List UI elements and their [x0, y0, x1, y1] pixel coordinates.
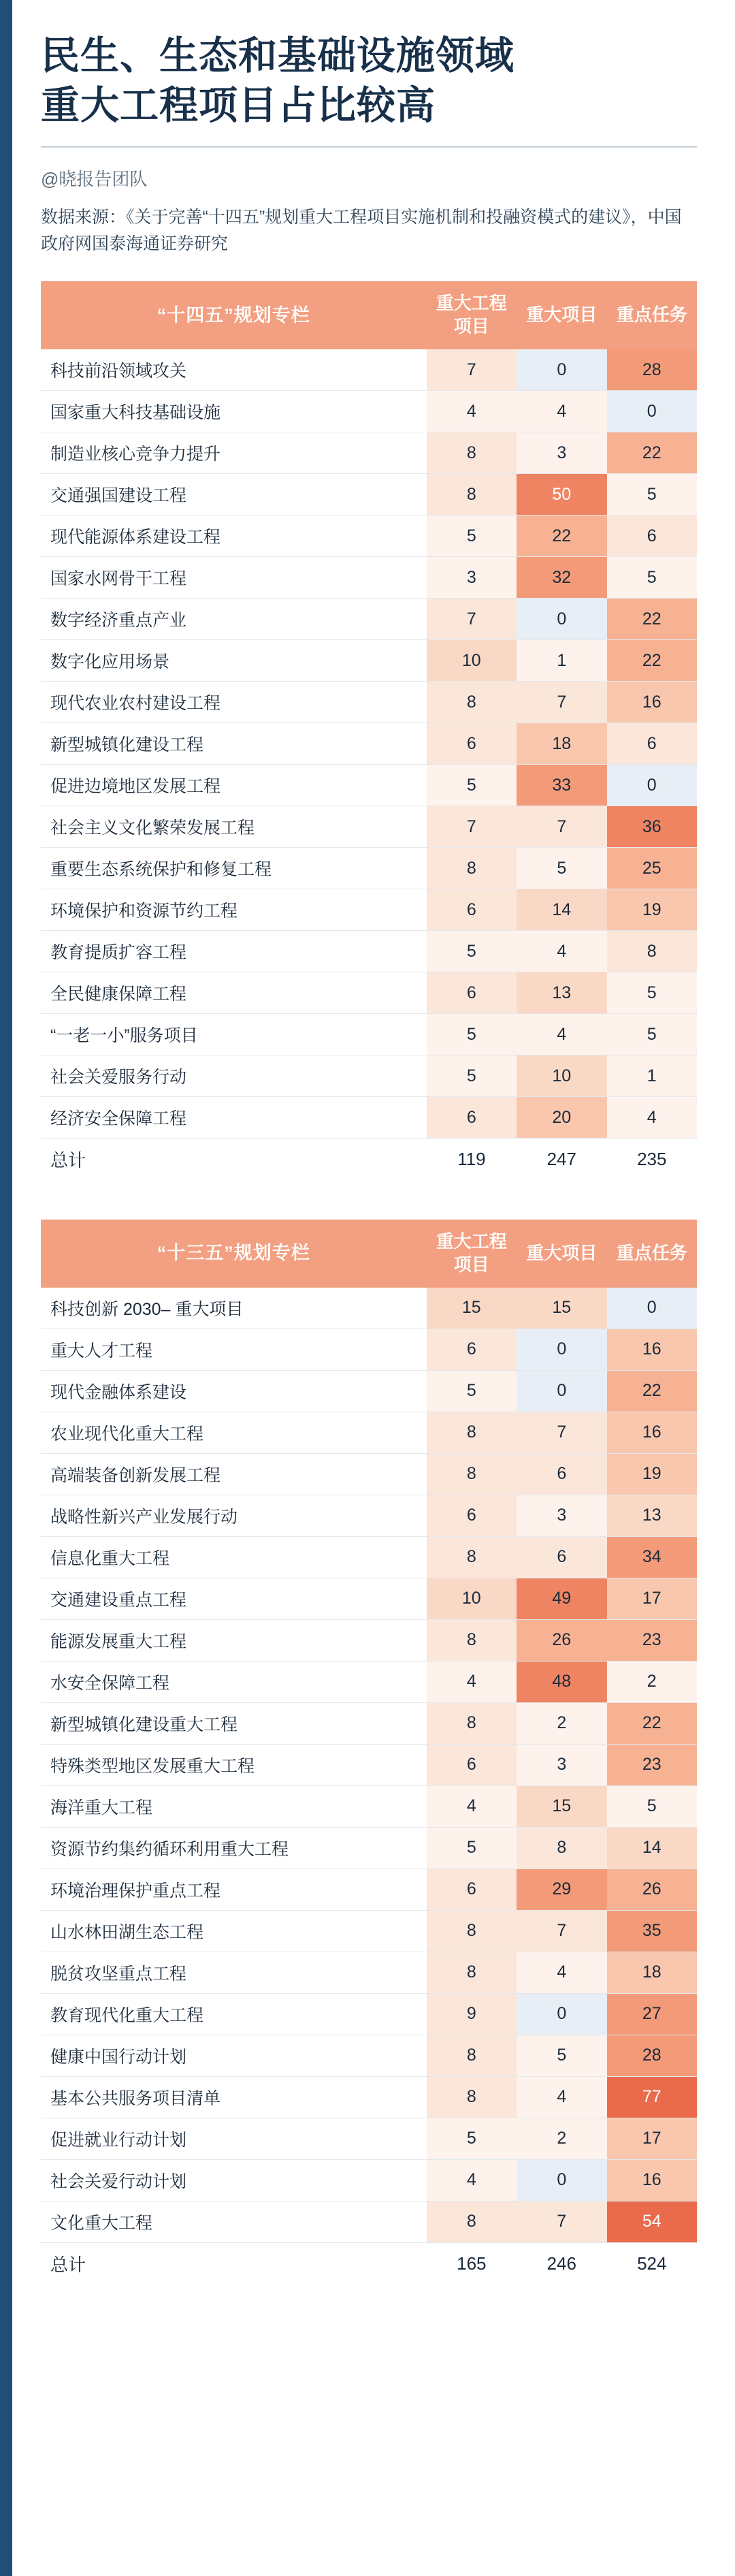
cell-value: 6	[427, 1097, 517, 1139]
cell-value: 0	[517, 1370, 606, 1412]
table-row	[41, 1329, 697, 1370]
column-header-key-task: 重点任务	[607, 1220, 697, 1288]
cell-value: 5	[427, 1370, 517, 1412]
row-label: 资源节约集约循环利用重大工程	[41, 1827, 427, 1869]
cell-value: 34	[607, 1536, 697, 1578]
cell-value: 7	[427, 349, 517, 391]
row-label: 科技创新 2030– 重大项目	[41, 1288, 427, 1329]
table-row	[41, 1097, 697, 1139]
table-row	[41, 1661, 697, 1702]
cell-value: 0	[517, 599, 606, 640]
cell-value: 8	[427, 432, 517, 474]
title-divider	[41, 146, 697, 148]
cell-value: 26	[517, 1619, 606, 1661]
cell-value: 7	[517, 1910, 606, 1952]
cell-value: 17	[607, 2118, 697, 2159]
row-label: 国家水网骨干工程	[41, 557, 427, 599]
page-title-line-2: 重大工程项目占比较高	[41, 83, 436, 127]
cell-value: 8	[427, 1952, 517, 1993]
row-label: 环境保护和资源节约工程	[41, 889, 427, 931]
cell-value: 6	[607, 515, 697, 557]
column-header-major-project: 重大项目	[517, 1220, 606, 1288]
row-label: 海洋重大工程	[41, 1785, 427, 1827]
cell-value: 29	[517, 1869, 606, 1910]
row-label: 新型城镇化建设重大工程	[41, 1702, 427, 1744]
cell-value: 5	[607, 1014, 697, 1055]
byline: @晓报告团队	[41, 168, 148, 189]
row-label: 信息化重大工程	[41, 1536, 427, 1578]
cell-value: 6	[427, 1495, 517, 1536]
table-head	[41, 281, 697, 349]
cell-value: 33	[517, 765, 606, 806]
page-title-line-1: 民生、生态和基础设施领域	[41, 34, 514, 78]
table-row	[41, 2076, 697, 2118]
cell-value: 7	[517, 806, 606, 848]
source-note: 数据来源：《关于完善“十四五”规划重大工程项目实施机制和投融资模式的建议》，中国政府网国泰海通证券研究	[41, 207, 682, 253]
table-row	[41, 557, 697, 599]
cell-value: 4	[517, 931, 606, 972]
cell-value: 6	[607, 723, 697, 765]
cell-value: 5	[427, 765, 517, 806]
header	[0, 0, 735, 257]
total-value: 235	[607, 1139, 697, 1181]
table-row	[41, 2118, 697, 2159]
cell-value: 23	[607, 1744, 697, 1785]
row-label: 经济安全保障工程	[41, 1097, 427, 1139]
column-header-name: “十三五”规划专栏	[41, 1220, 427, 1288]
table-row	[41, 972, 697, 1014]
table-14th-five-year-plan	[41, 281, 697, 1180]
table-row	[41, 391, 697, 432]
table-row	[41, 2159, 697, 2201]
cell-value: 3	[427, 557, 517, 599]
cell-value: 6	[427, 972, 517, 1014]
cell-value: 5	[607, 972, 697, 1014]
cell-value: 13	[607, 1495, 697, 1536]
row-label: 科技前沿领域攻关	[41, 349, 427, 391]
table-row	[41, 931, 697, 972]
table-row	[41, 1869, 697, 1910]
total-value: 524	[607, 2242, 697, 2285]
table-row	[41, 349, 697, 391]
cell-value: 8	[427, 848, 517, 889]
column-header-major-engineering: 重大工程项目	[427, 281, 517, 349]
row-label: 促进边境地区发展工程	[41, 765, 427, 806]
table-body	[41, 349, 697, 1180]
cell-value: 1	[517, 640, 606, 682]
page-title	[41, 31, 697, 131]
row-label: 脱贫攻坚重点工程	[41, 1952, 427, 1993]
cell-value: 8	[427, 1619, 517, 1661]
table-row	[41, 1055, 697, 1097]
cell-value: 16	[607, 1329, 697, 1370]
table-head	[41, 1220, 697, 1288]
cell-value: 20	[517, 1097, 606, 1139]
left-accent-bar	[0, 0, 12, 2576]
cell-value: 6	[517, 1453, 606, 1495]
cell-value: 35	[607, 1910, 697, 1952]
cell-value: 15	[517, 1785, 606, 1827]
row-label: 促进就业行动计划	[41, 2118, 427, 2159]
cell-value: 2	[517, 1702, 606, 1744]
cell-value: 4	[427, 2159, 517, 2201]
cell-value: 8	[517, 1827, 606, 1869]
cell-value: 14	[607, 1827, 697, 1869]
row-label: 社会关爱行动计划	[41, 2159, 427, 2201]
table-header-row	[41, 281, 697, 349]
row-label: 社会关爱服务行动	[41, 1055, 427, 1097]
cell-value: 4	[607, 1097, 697, 1139]
cell-value: 36	[607, 806, 697, 848]
cell-value: 0	[517, 349, 606, 391]
cell-value: 14	[517, 889, 606, 931]
column-header-major-engineering: 重大工程项目	[427, 1220, 517, 1288]
cell-value: 16	[607, 682, 697, 723]
cell-value: 2	[517, 2118, 606, 2159]
cell-value: 8	[427, 1412, 517, 1453]
row-label: 新型城镇化建设工程	[41, 723, 427, 765]
row-label: 现代能源体系建设工程	[41, 515, 427, 557]
table-row	[41, 848, 697, 889]
cell-value: 22	[607, 599, 697, 640]
row-label: 重大人才工程	[41, 1329, 427, 1370]
total-label: 总计	[41, 2242, 427, 2285]
cell-value: 7	[517, 2201, 606, 2242]
cell-value: 13	[517, 972, 606, 1014]
cell-value: 16	[607, 2159, 697, 2201]
row-label: 社会主义文化繁荣发展工程	[41, 806, 427, 848]
cell-value: 3	[517, 1495, 606, 1536]
table-row	[41, 432, 697, 474]
row-label: 全民健康保障工程	[41, 972, 427, 1014]
cell-value: 4	[517, 2076, 606, 2118]
cell-value: 10	[427, 640, 517, 682]
table-total-row	[41, 1139, 697, 1181]
row-label: 教育现代化重大工程	[41, 1993, 427, 2035]
row-label: 基本公共服务项目清单	[41, 2076, 427, 2118]
cell-value: 15	[517, 1288, 606, 1329]
table-gap	[41, 1207, 697, 1220]
table-row	[41, 1702, 697, 1744]
cell-value: 22	[517, 515, 606, 557]
table-row	[41, 2035, 697, 2076]
cell-value: 22	[607, 1702, 697, 1744]
table-row	[41, 889, 697, 931]
table-row	[41, 1370, 697, 1412]
table-row	[41, 474, 697, 515]
cell-value: 2	[607, 1661, 697, 1702]
row-label: 交通建设重点工程	[41, 1578, 427, 1619]
cell-value: 7	[427, 599, 517, 640]
cell-value: 8	[427, 2201, 517, 2242]
cell-value: 48	[517, 1661, 606, 1702]
cell-value: 8	[427, 1702, 517, 1744]
cell-value: 5	[427, 931, 517, 972]
cell-value: 18	[607, 1952, 697, 1993]
cell-value: 0	[517, 2159, 606, 2201]
table-row	[41, 682, 697, 723]
cell-value: 25	[607, 848, 697, 889]
table-row	[41, 1014, 697, 1055]
cell-value: 5	[427, 515, 517, 557]
table-row	[41, 1827, 697, 1869]
column-header-name: “十四五”规划专栏	[41, 281, 427, 349]
table-body	[41, 1288, 697, 2285]
table-row	[41, 1453, 697, 1495]
cell-value: 3	[517, 1744, 606, 1785]
cell-value: 0	[607, 1288, 697, 1329]
cell-value: 8	[427, 1910, 517, 1952]
cell-value: 7	[427, 806, 517, 848]
cell-value: 10	[427, 1578, 517, 1619]
row-label: 健康中国行动计划	[41, 2035, 427, 2076]
cell-value: 8	[607, 931, 697, 972]
cell-value: 0	[517, 1993, 606, 2035]
row-label: 数字化应用场景	[41, 640, 427, 682]
cell-value: 4	[427, 1661, 517, 1702]
cell-value: 77	[607, 2076, 697, 2118]
table-header-row	[41, 1220, 697, 1288]
cell-value: 5	[517, 848, 606, 889]
cell-value: 5	[427, 1827, 517, 1869]
cell-value: 32	[517, 557, 606, 599]
cell-value: 10	[517, 1055, 606, 1097]
row-label: 环境治理保护重点工程	[41, 1869, 427, 1910]
cell-value: 6	[427, 723, 517, 765]
row-label: 教育提质扩容工程	[41, 931, 427, 972]
cell-value: 22	[607, 432, 697, 474]
cell-value: 28	[607, 2035, 697, 2076]
cell-value: 4	[517, 1014, 606, 1055]
cell-value: 8	[427, 474, 517, 515]
cell-value: 26	[607, 1869, 697, 1910]
cell-value: 8	[427, 682, 517, 723]
cell-value: 54	[607, 2201, 697, 2242]
table-row	[41, 1412, 697, 1453]
table-13th-five-year-plan	[41, 1220, 697, 2285]
table-row	[41, 515, 697, 557]
cell-value: 17	[607, 1578, 697, 1619]
table-total-row	[41, 2242, 697, 2285]
cell-value: 4	[517, 391, 606, 432]
cell-value: 19	[607, 889, 697, 931]
row-label: 山水林田湖生态工程	[41, 1910, 427, 1952]
table-row	[41, 1785, 697, 1827]
table-row	[41, 1910, 697, 1952]
cell-value: 7	[517, 682, 606, 723]
row-label: 现代农业农村建设工程	[41, 682, 427, 723]
cell-value: 4	[427, 1785, 517, 1827]
tables-container	[0, 264, 735, 2284]
cell-value: 5	[427, 1014, 517, 1055]
column-header-major-project: 重大项目	[517, 281, 606, 349]
table-row	[41, 1993, 697, 2035]
table-row	[41, 723, 697, 765]
table-row	[41, 806, 697, 848]
cell-value: 22	[607, 1370, 697, 1412]
cell-value: 27	[607, 1993, 697, 2035]
cell-value: 22	[607, 640, 697, 682]
cell-value: 4	[517, 1952, 606, 1993]
table-row	[41, 1288, 697, 1329]
cell-value: 8	[427, 2076, 517, 2118]
cell-value: 18	[517, 723, 606, 765]
row-label: 水安全保障工程	[41, 1661, 427, 1702]
row-label: 能源发展重大工程	[41, 1619, 427, 1661]
table-row	[41, 1744, 697, 1785]
table-row	[41, 599, 697, 640]
row-label: 交通强国建设工程	[41, 474, 427, 515]
cell-value: 0	[517, 1329, 606, 1370]
row-label: 特殊类型地区发展重大工程	[41, 1744, 427, 1785]
cell-value: 3	[517, 432, 606, 474]
table-row	[41, 1536, 697, 1578]
cell-value: 6	[517, 1536, 606, 1578]
table-row	[41, 1495, 697, 1536]
total-label: 总计	[41, 1139, 427, 1181]
cell-value: 1	[607, 1055, 697, 1097]
cell-value: 23	[607, 1619, 697, 1661]
table-row	[41, 1619, 697, 1661]
cell-value: 6	[427, 889, 517, 931]
cell-value: 6	[427, 1329, 517, 1370]
cell-value: 5	[607, 474, 697, 515]
cell-value: 15	[427, 1288, 517, 1329]
cell-value: 19	[607, 1453, 697, 1495]
row-label: 高端装备创新发展工程	[41, 1453, 427, 1495]
table-row	[41, 765, 697, 806]
cell-value: 8	[427, 2035, 517, 2076]
table-row	[41, 2201, 697, 2242]
cell-value: 5	[607, 1785, 697, 1827]
cell-value: 49	[517, 1578, 606, 1619]
cell-value: 0	[607, 765, 697, 806]
cell-value: 8	[427, 1536, 517, 1578]
row-label: “一老一小”服务项目	[41, 1014, 427, 1055]
cell-value: 28	[607, 349, 697, 391]
cell-value: 6	[427, 1869, 517, 1910]
cell-value: 16	[607, 1412, 697, 1453]
cell-value: 6	[427, 1744, 517, 1785]
cell-value: 5	[517, 2035, 606, 2076]
cell-value: 50	[517, 474, 606, 515]
cell-value: 5	[427, 2118, 517, 2159]
row-label: 农业现代化重大工程	[41, 1412, 427, 1453]
cell-value: 4	[427, 391, 517, 432]
cell-value: 5	[427, 1055, 517, 1097]
table-row	[41, 1578, 697, 1619]
row-label: 制造业核心竞争力提升	[41, 432, 427, 474]
row-label: 现代金融体系建设	[41, 1370, 427, 1412]
row-label: 战略性新兴产业发展行动	[41, 1495, 427, 1536]
table-row	[41, 640, 697, 682]
total-value: 165	[427, 2242, 517, 2285]
cell-value: 7	[517, 1412, 606, 1453]
row-label: 数字经济重点产业	[41, 599, 427, 640]
total-value: 246	[517, 2242, 606, 2285]
cell-value: 0	[607, 391, 697, 432]
row-label: 文化重大工程	[41, 2201, 427, 2242]
cell-value: 5	[607, 557, 697, 599]
cell-value: 9	[427, 1993, 517, 2035]
total-value: 119	[427, 1139, 517, 1181]
table-row	[41, 1952, 697, 1993]
column-header-key-task: 重点任务	[607, 281, 697, 349]
row-label: 国家重大科技基础设施	[41, 391, 427, 432]
row-label: 重要生态系统保护和修复工程	[41, 848, 427, 889]
total-value: 247	[517, 1139, 606, 1181]
cell-value: 8	[427, 1453, 517, 1495]
